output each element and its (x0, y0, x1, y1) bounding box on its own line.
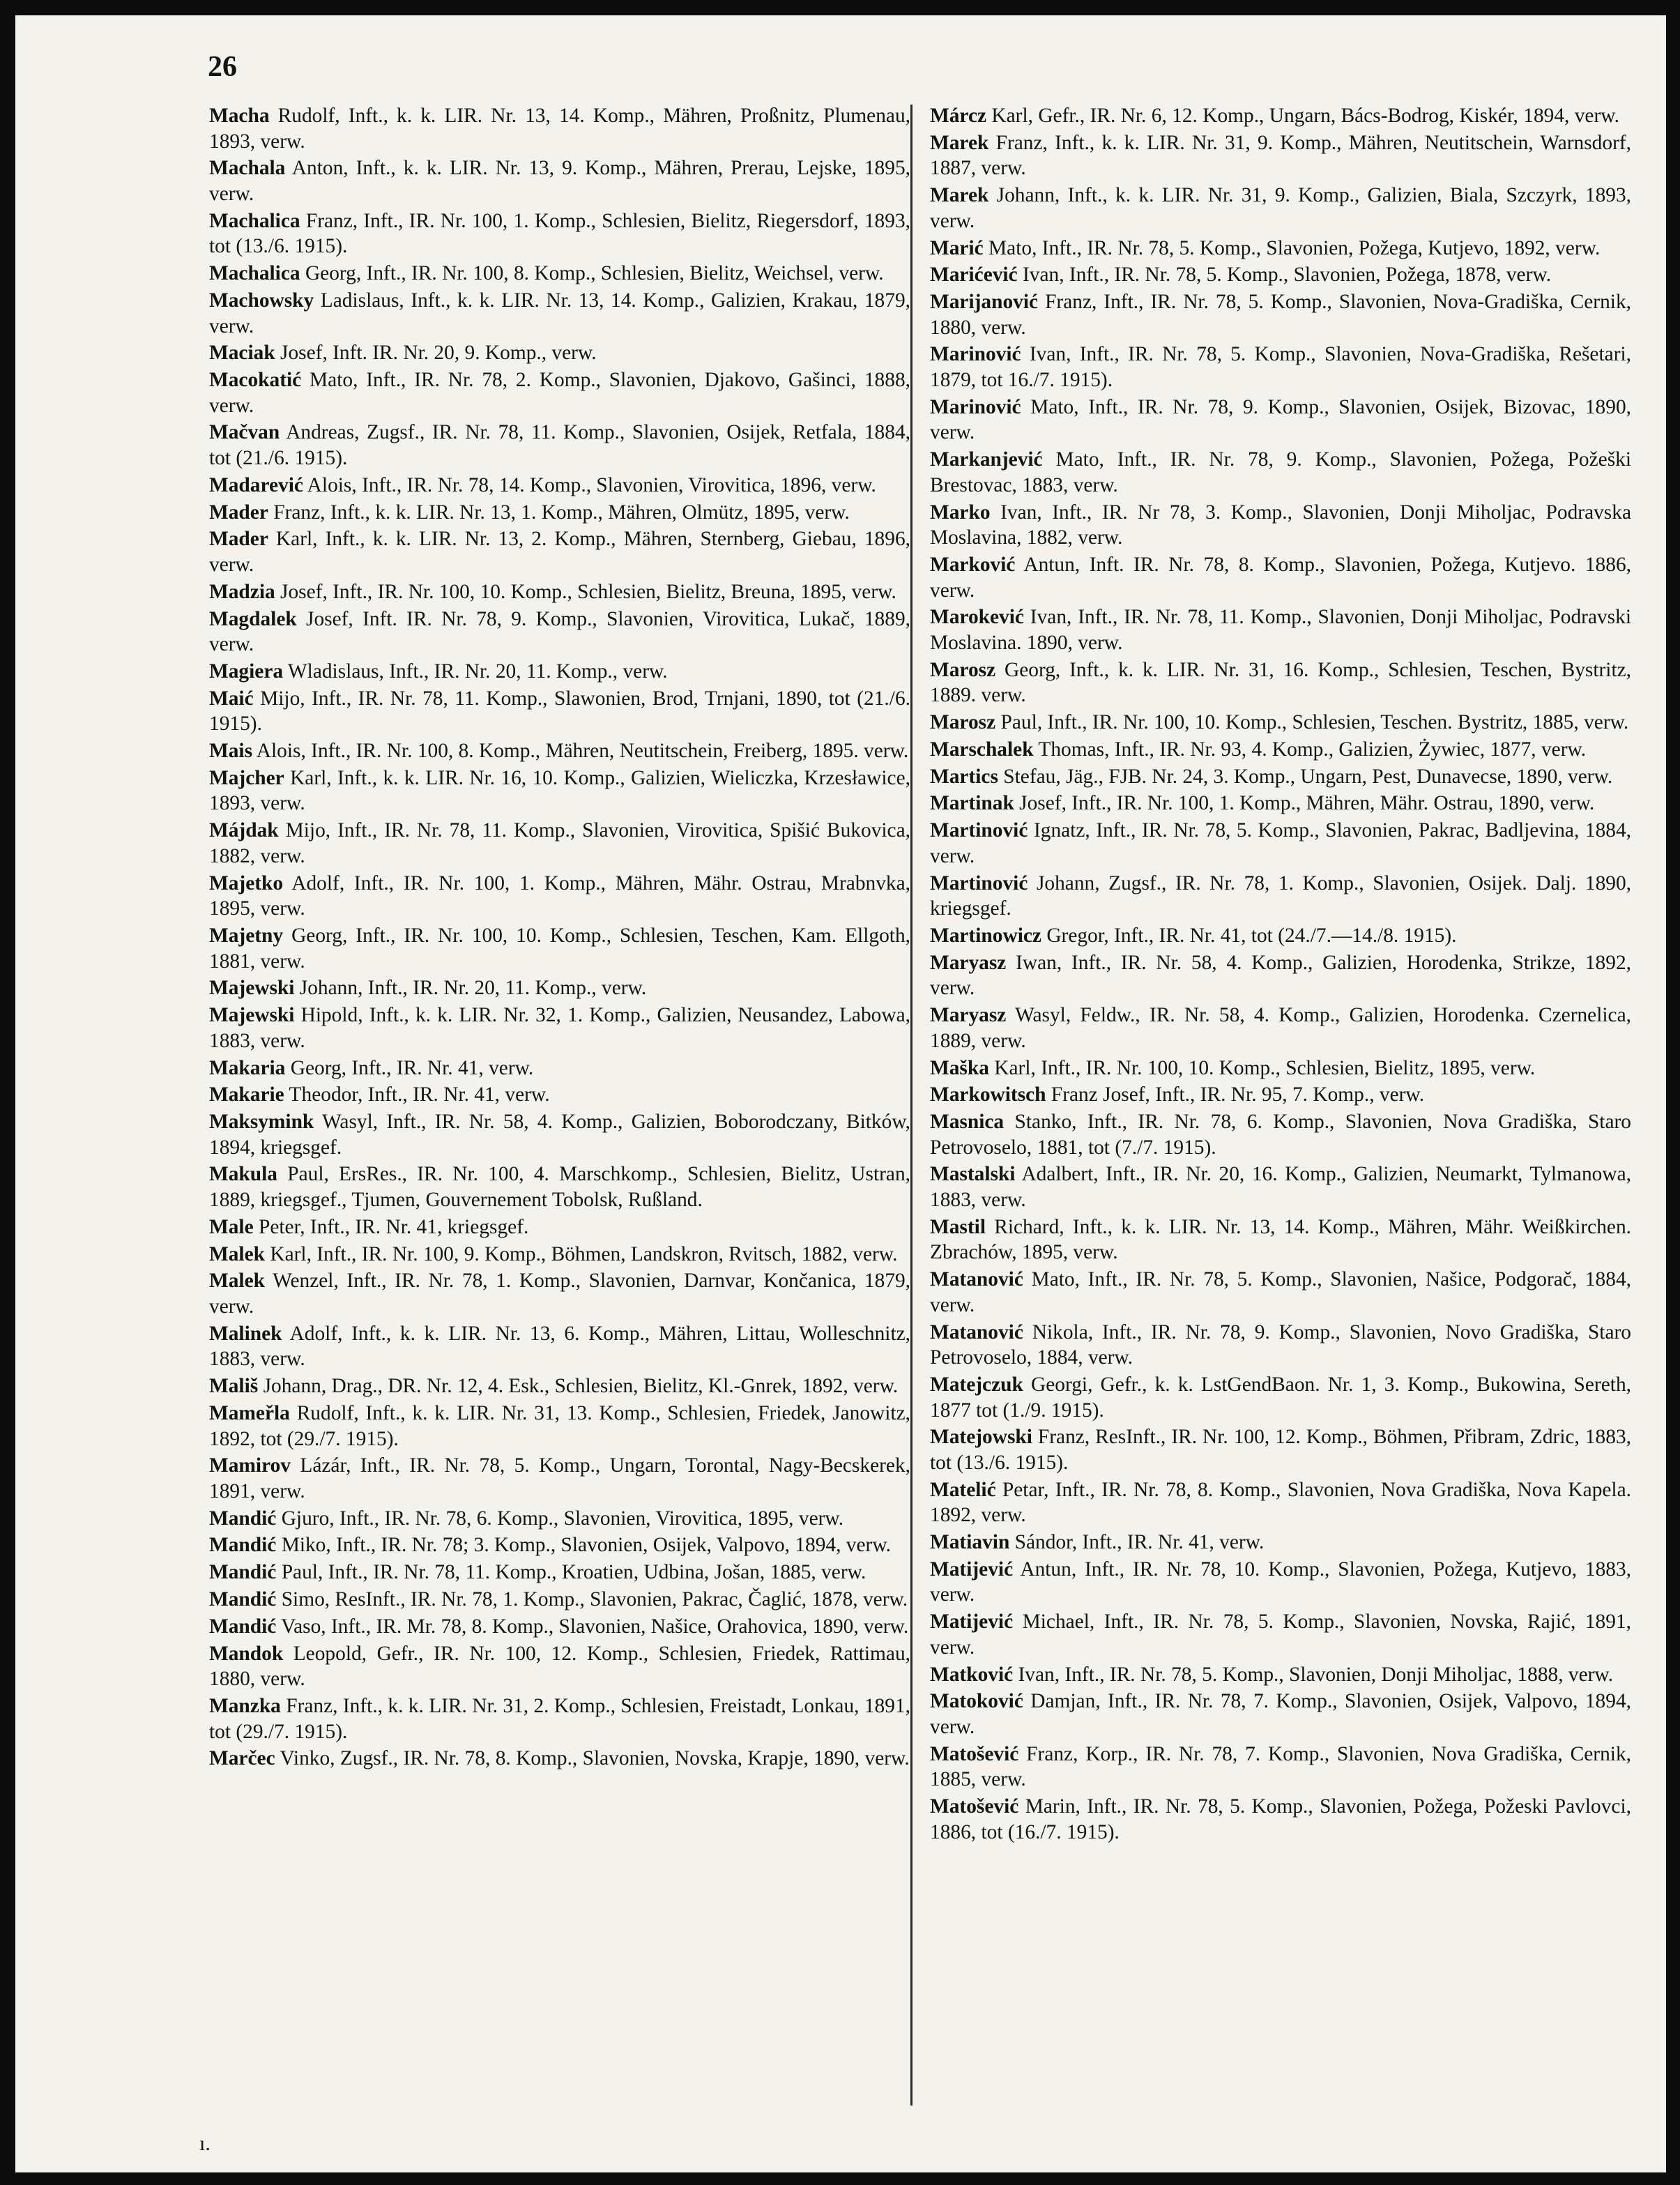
entry-details: Mato, Inft., IR. Nr. 78, 9. Komp., Slavonien, Požega, Požeški Brestovac, 1883, verw. (930, 448, 1631, 496)
register-entry (930, 1215, 1631, 1265)
entry-details: Lázár, Inft., IR. Nr. 78, 5. Komp., Ungarn, Torontal, Nagy-Becskerek, 1891, verw. (209, 1454, 910, 1502)
entry-details: Mato, Inft., IR. Nr. 78, 2. Komp., Slavonien, Djakovo, Gašinci, 1888, verw. (209, 369, 910, 417)
entry-details: Damjan, Inft., IR. Nr. 78, 7. Komp., Slavonien, Osijek, Valpovo, 1894, verw. (930, 1690, 1631, 1738)
entry-surname: Maciak (209, 342, 275, 365)
entry-surname: Matanović (930, 1320, 1023, 1343)
register-entry (209, 1215, 910, 1240)
entry-details: Karl, Gefr., IR. Nr. 6, 12. Komp., Ungarn, Bács-Bodrog, Kiskér, 1894, verw. (986, 105, 1619, 127)
register-entry (209, 975, 910, 1001)
entry-surname: Martinowicz (930, 924, 1041, 947)
entry-details: Petar, Inft., IR. Nr. 78, 8. Komp., Slavonien, Nova Gradiška, Nova Kapela. 1892, verw. (930, 1478, 1631, 1527)
register-entry (209, 208, 910, 259)
entry-surname: Machowsky (209, 289, 314, 312)
entry-details: Marin, Inft., IR. Nr. 78, 5. Komp., Slavonien, Požega, Požeski Pavlovci, 1886, tot (16./7. 1915). (930, 1795, 1631, 1843)
register-entry (930, 289, 1631, 340)
register-entry (930, 500, 1631, 551)
register-entry (930, 1320, 1631, 1371)
entry-details: Johann, Drag., DR. Nr. 12, 4. Esk., Schlesien, Bielitz, Kl.-Gnrek, 1892, verw. (258, 1375, 899, 1398)
entry-details: Franz, Inft., IR. Nr. 100, 1. Komp., Schlesien, Bielitz, Riegersdorf, 1893, tot (13./6. 1915). (209, 209, 910, 258)
register-entry (209, 367, 910, 418)
entry-surname: Malek (209, 1242, 265, 1265)
entry-details: Georg, Inft., IR. Nr. 41, verw. (285, 1056, 534, 1079)
entry-details: Franz, Inft., IR. Nr. 78, 5. Komp., Slavonien, Nova-Gradiška, Cernik, 1880, verw. (930, 291, 1631, 339)
right-column (930, 103, 1631, 1847)
entry-surname: Martinović (930, 819, 1028, 842)
register-entry (209, 261, 910, 287)
entry-details: Antun, Inft. IR. Nr. 78, 8. Komp., Slavonien, Požega, Kutjevo. 1886, verw. (930, 553, 1631, 602)
register-entry (930, 923, 1631, 949)
register-entry (930, 1056, 1631, 1081)
entry-details: Ladislaus, Inft., k. k. LIR. Nr. 13, 14. Komp., Galizien, Krakau, 1879, verw. (209, 289, 910, 337)
entry-surname: Marinović (930, 343, 1021, 366)
entry-details: Hipold, Inft., k. k. LIR. Nr. 32, 1. Komp., Galizien, Neusandez, Labowa, 1883, verw. (209, 1004, 910, 1052)
register-entry (930, 183, 1631, 234)
register-entry (209, 766, 910, 816)
register-entry (209, 473, 910, 498)
entry-details: Rudolf, Inft., k. k. LIR. Nr. 13, 14. Komp., Mähren, Proßnitz, Plumenau, 1893, verw. (209, 105, 910, 153)
entry-details: Johann, Inft., k. k. LIR. Nr. 31, 9. Komp., Galizien, Biala, Szczyrk, 1893, verw. (930, 184, 1631, 232)
register-entry (930, 1530, 1631, 1555)
entry-surname: Matejczuk (930, 1373, 1023, 1396)
register-entry (209, 1003, 910, 1053)
entry-details: Alois, Inft., IR. Nr. 100, 8. Komp., Mähren, Neutitschein, Freiberg, 1895. verw. (252, 740, 909, 763)
entry-surname: Mandić (209, 1588, 277, 1611)
entry-surname: Marković (930, 553, 1016, 576)
entry-surname: Martinović (930, 871, 1028, 894)
entry-surname: Mastil (930, 1215, 986, 1238)
register-entry (930, 395, 1631, 446)
entry-details: Mato, Inft., IR. Nr. 78, 5. Komp., Slavonien, Požega, Kutjevo, 1892, verw. (983, 236, 1601, 259)
entry-details: Franz, Inft., k. k. LIR. Nr. 31, 9. Komp., Mähren, Neutitschein, Warnsdorf, 1887, verw. (930, 131, 1631, 180)
register-entry (930, 236, 1631, 261)
register-entry (930, 871, 1631, 922)
register-entry (209, 1453, 910, 1504)
entry-details: Alois, Inft., IR. Nr. 78, 14. Komp., Slavonien, Virovitica, 1896, verw. (303, 473, 876, 496)
entry-details: Andreas, Zugsf., IR. Nr. 78, 11. Komp., Slavonien, Osijek, Retfala, 1884, tot (21./6. 1915). (209, 421, 910, 470)
entry-surname: Mališ (209, 1375, 259, 1398)
entry-surname: Marokević (930, 606, 1024, 629)
entry-surname: Maić (209, 687, 254, 710)
entry-surname: Machala (209, 157, 286, 180)
entry-details: Karl, Inft., IR. Nr. 100, 10. Komp., Schlesien, Bielitz, 1895, verw. (988, 1056, 1536, 1079)
entry-surname: Marosz (930, 658, 996, 681)
entry-details: Franz, Inft., k. k. LIR. Nr. 31, 2. Komp., Schlesien, Freistadt, Lonkau, 1891, tot (29./7. 1915). (209, 1694, 910, 1743)
scan-border-left (0, 0, 15, 2185)
entry-surname: Maryasz (930, 951, 1007, 974)
entry-surname: Magdalek (209, 607, 297, 630)
register-entry (209, 155, 910, 206)
entry-surname: Machalica (209, 209, 300, 232)
entry-details: Nikola, Inft., IR. Nr. 78, 9. Komp., Slavonien, Novo Gradiška, Staro Petrovoselo, 1884, verw. (930, 1320, 1631, 1369)
entry-details: Georgi, Gefr., k. k. LstGendBaon. Nr. 1, 3. Komp., Bukowina, Sereth, 1877 tot (1./9. 1915). (930, 1373, 1631, 1422)
entry-details: Thomas, Inft., IR. Nr. 93, 4. Komp., Galizien, Żywiec, 1877, verw. (1033, 738, 1587, 761)
register-entry (930, 1424, 1631, 1475)
entry-surname: Mader (209, 528, 268, 551)
entry-surname: Mamirov (209, 1454, 291, 1477)
register-entry (209, 686, 910, 737)
entry-details: Ivan, Inft., IR. Nr. 78, 5. Komp., Slavonien, Nova-Gradiška, Rešetari, 1879, tot 16./7. 1915). (930, 343, 1631, 392)
entry-details: Vinko, Zugsf., IR. Nr. 78, 8. Komp., Slavonien, Novska, Krapje, 1890, verw. (275, 1747, 910, 1770)
entry-details: Stanko, Inft., IR. Nr. 78, 6. Komp., Slavonien, Nova Gradiška, Staro Petrovoselo, 1881, tot (7./7. 1915). (930, 1111, 1631, 1159)
register-entry (930, 950, 1631, 1001)
register-entry (930, 552, 1631, 603)
entry-surname: Matković (930, 1663, 1014, 1686)
register-entry (209, 1587, 910, 1613)
entry-details: Karl, Inft., k. k. LIR. Nr. 16, 10. Komp., Galizien, Wieliczka, Krzesławice, 1893, verw. (209, 766, 910, 815)
entry-surname: Maryasz (930, 1004, 1007, 1027)
register-entry (930, 1477, 1631, 1528)
entry-details: Ivan, Inft., IR. Nr 78, 3. Komp., Slavonien, Donji Miholjac, Podravska Moslavina, 1882, verw. (930, 501, 1631, 549)
register-entry (209, 579, 910, 605)
register-entry (930, 1372, 1631, 1423)
register-entry (930, 737, 1631, 763)
entry-details: Iwan, Inft., IR. Nr. 58, 4. Komp., Galizien, Horodenka, Strikze, 1892, verw. (930, 951, 1631, 1000)
entry-details: Adolf, Inft., IR. Nr. 100, 1. Komp., Mähren, Mähr. Ostrau, Mrabnvka, 1895, verw. (209, 871, 910, 920)
entry-details: Adolf, Inft., k. k. LIR. Nr. 13, 6. Komp., Mähren, Littau, Wolleschnitz, 1883, verw. (209, 1322, 910, 1371)
entry-surname: Mandić (209, 1615, 277, 1638)
entry-surname: Markowitsch (930, 1083, 1046, 1106)
entry-surname: Malinek (209, 1322, 282, 1345)
entry-details: Karl, Inft., k. k. LIR. Nr. 13, 2. Komp., Mähren, Sternberg, Giebau, 1896, verw. (209, 528, 910, 576)
register-entry (930, 1794, 1631, 1845)
entry-details: Johann, Inft., IR. Nr. 20, 11. Komp., verw. (294, 977, 647, 1000)
register-entry (209, 659, 910, 685)
entry-surname: Male (209, 1215, 254, 1238)
entry-surname: Madarević (209, 473, 303, 496)
register-entry (930, 1689, 1631, 1739)
entry-surname: Makarie (209, 1083, 284, 1106)
entry-details: Ignatz, Inft., IR. Nr. 78, 5. Komp., Slavonien, Pakrac, Badljevina, 1884, verw. (930, 819, 1631, 867)
entry-details: Georg, Inft., k. k. LIR. Nr. 31, 16. Komp., Schlesien, Teschen, Bystritz, 1889. verw. (930, 658, 1631, 707)
register-entry (209, 1614, 910, 1640)
entry-surname: Mader (209, 501, 268, 524)
entry-details: Leopold, Gefr., IR. Nr. 100, 12. Komp., Schlesien, Friedek, Rattimau, 1880, verw. (209, 1642, 910, 1691)
entry-surname: Mandok (209, 1642, 284, 1665)
entry-details: Georg, Inft., IR. Nr. 100, 10. Komp., Schlesien, Teschen, Kam. Ellgoth, 1881, verw. (209, 924, 910, 973)
entry-details: Mato, Inft., IR. Nr. 78, 5. Komp., Slavonien, Našice, Podgorač, 1884, verw. (930, 1268, 1631, 1316)
entry-details: Franz, Korp., IR. Nr. 78, 7. Komp., Slavonien, Nova Gradiška, Cernik, 1885, verw. (930, 1742, 1631, 1791)
entry-details: Karl, Inft., IR. Nr. 100, 9. Komp., Böhmen, Landskron, Rvitsch, 1882, verw. (265, 1242, 898, 1265)
entry-details: Antun, Inft., IR. Nr. 78, 10. Komp., Slavonien, Požega, Kutjevo, 1883, verw. (930, 1558, 1631, 1606)
scan-border-top (0, 0, 1680, 15)
register-entry (209, 1532, 910, 1558)
entry-surname: Marek (930, 184, 989, 207)
register-entry (930, 791, 1631, 816)
entry-details: Wenzel, Inft., IR. Nr. 78, 1. Komp., Slavonien, Darnvar, Končanica, 1879, verw. (209, 1270, 910, 1318)
entry-details: Stefau, Jäg., FJB. Nr. 24, 3. Komp., Ungarn, Pest, Dunavecse, 1890, verw. (998, 765, 1613, 788)
entry-surname: Markanjević (930, 448, 1043, 471)
register-entry (209, 1268, 910, 1319)
entry-surname: Matošević (930, 1795, 1019, 1818)
entry-details: Vaso, Inft., IR. Mr. 78, 8. Komp., Slavonien, Našice, Orahovica, 1890, verw. (276, 1615, 909, 1638)
entry-details: Josef, Inft. IR. Nr. 78, 9. Komp., Slavonien, Virovitica, Lukač, 1889, verw. (209, 607, 910, 656)
page-number: 26 (208, 51, 237, 83)
entry-surname: Matijević (930, 1558, 1014, 1581)
entry-surname: Márcz (930, 105, 987, 127)
register-entry (209, 526, 910, 577)
entry-surname: Marinović (930, 395, 1021, 418)
entry-surname: Majewski (209, 977, 295, 1000)
register-entry (930, 1003, 1631, 1053)
entry-details: Mijo, Inft., IR. Nr. 78, 11. Komp., Slawonien, Brod, Trnjani, 1890, tot (21./6. 1915). (209, 687, 910, 736)
entry-surname: Majetko (209, 871, 284, 894)
entry-details: Gregor, Inft., IR. Nr. 41, tot (24./7.—14./8. 1915). (1041, 924, 1457, 947)
register-entry (209, 340, 910, 366)
entry-surname: Maška (930, 1056, 989, 1079)
scan-border-right (1666, 0, 1680, 2185)
entry-details: Sándor, Inft., IR. Nr. 41, verw. (1009, 1531, 1265, 1554)
register-entry (209, 923, 910, 974)
left-column (209, 103, 910, 1773)
register-entry (209, 1746, 910, 1772)
entry-details: Georg, Inft., IR. Nr. 100, 8. Komp., Schlesien, Bielitz, Weichsel, verw. (300, 262, 884, 285)
register-entry (930, 1162, 1631, 1212)
entry-surname: Makula (209, 1163, 277, 1186)
register-entry (209, 1401, 910, 1452)
entry-details: Miko, Inft., IR. Nr. 78; 3. Komp., Slavonien, Osijek, Valpovo, 1894, verw. (276, 1534, 892, 1557)
register-entry (930, 103, 1631, 129)
register-entry (209, 1082, 910, 1108)
entry-details: Adalbert, Inft., IR. Nr. 20, 16. Komp., Galizien, Neumarkt, Tylmanowa, 1883, verw. (930, 1163, 1631, 1212)
entry-details: Franz, ResInft., IR. Nr. 100, 12. Komp., Böhmen, Přibram, Zdric, 1883, tot (13./6. 1915). (930, 1426, 1631, 1474)
register-entry (930, 1557, 1631, 1608)
entry-details: Mato, Inft., IR. Nr. 78, 9. Komp., Slavonien, Osijek, Bizovac, 1890, verw. (930, 395, 1631, 444)
entry-surname: Marčec (209, 1747, 275, 1770)
entry-surname: Machalica (209, 262, 300, 285)
entry-surname: Matiavin (930, 1531, 1010, 1554)
register-entry (930, 130, 1631, 181)
entry-surname: Marijanović (930, 291, 1039, 314)
register-entry (209, 738, 910, 764)
entry-surname: Matoković (930, 1690, 1023, 1713)
register-entry (209, 1641, 910, 1692)
entry-surname: Matejowski (930, 1426, 1032, 1449)
entry-surname: Mastalski (930, 1163, 1016, 1186)
entry-surname: Majewski (209, 1004, 295, 1027)
register-entry (209, 1506, 910, 1532)
entry-surname: Majetny (209, 924, 284, 947)
entry-details: Theodor, Inft., IR. Nr. 41, verw. (284, 1083, 550, 1106)
register-entry (209, 1560, 910, 1585)
entry-details: Gjuro, Inft., IR. Nr. 78, 6. Komp., Slavonien, Virovitica, 1895, verw. (276, 1507, 844, 1530)
register-entry (209, 1373, 910, 1399)
entry-details: Josef, Inft., IR. Nr. 100, 10. Komp., Schlesien, Bielitz, Breuna, 1895, verw. (275, 580, 896, 603)
entry-surname: Mačvan (209, 421, 280, 444)
entry-details: Paul, Inft., IR. Nr. 100, 10. Komp., Schlesien, Teschen. Bystritz, 1885, verw. (995, 711, 1629, 734)
register-entry (930, 710, 1631, 736)
entry-surname: Masnica (930, 1111, 1005, 1134)
register-entry (930, 447, 1631, 498)
entry-details: Wasyl, Feldw., IR. Nr. 58, 4. Komp., Galizien, Horodenka. Czernelica, 1889, verw. (930, 1004, 1631, 1052)
register-entry (930, 818, 1631, 869)
entry-details: Johann, Zugsf., IR. Nr. 78, 1. Komp., Slavonien, Osijek. Dalj. 1890, kriegsgef. (930, 871, 1631, 920)
corner-mark: ı. (199, 2132, 211, 2155)
register-entry (930, 342, 1631, 393)
entry-details: Ivan, Inft., IR. Nr. 78, 5. Komp., Slavonien, Donji Miholjac, 1888, verw. (1013, 1663, 1614, 1686)
entry-surname: Mandić (209, 1534, 277, 1557)
entry-surname: Mandić (209, 1561, 277, 1584)
register-entry (930, 764, 1631, 790)
entry-details: Ivan, Inft., IR. Nr. 78, 11. Komp., Slavonien, Donji Miholjac, Podravski Moslavina. 1890, verw. (930, 606, 1631, 654)
register-entry (209, 818, 910, 869)
register-entry (209, 607, 910, 657)
entry-surname: Macha (209, 105, 270, 127)
entry-surname: Matošević (930, 1742, 1019, 1765)
entry-surname: Martinak (930, 792, 1014, 815)
entry-surname: Marićević (930, 264, 1018, 287)
entry-surname: Magiera (209, 660, 284, 683)
entry-details: Franz, Inft., k. k. LIR. Nr. 13, 1. Komp., Mähren, Olmütz, 1895, verw. (268, 501, 850, 524)
entry-details: Josef, Inft., IR. Nr. 100, 1. Komp., Mähren, Mähr. Ostrau, 1890, verw. (1014, 792, 1595, 815)
register-entry (930, 1662, 1631, 1688)
register-entry (209, 288, 910, 339)
entry-details: Ivan, Inft., IR. Nr. 78, 5. Komp., Slavonien, Požega, 1878, verw. (1017, 264, 1552, 287)
column-divider (910, 105, 912, 2106)
entry-surname: Malek (209, 1270, 265, 1293)
register-entry (209, 500, 910, 526)
register-entry (930, 1742, 1631, 1792)
register-entry (930, 1082, 1631, 1108)
entry-details: Wladislaus, Inft., IR. Nr. 20, 11. Komp., verw. (283, 660, 668, 683)
entry-surname: Mais (209, 740, 253, 763)
entry-details: Mijo, Inft., IR. Nr. 78, 11. Komp., Slavonien, Virovitica, Spišić Bukovica, 1882, verw. (209, 819, 910, 867)
entry-details: Anton, Inft., k. k. LIR. Nr. 13, 9. Komp., Mähren, Prerau, Lejske, 1895, verw. (209, 157, 910, 205)
entry-details: Richard, Inft., k. k. LIR. Nr. 13, 14. Komp., Mähren, Mähr. Weißkirchen. Zbrachów, 1895, verw. (930, 1215, 1631, 1264)
entry-surname: Manzka (209, 1694, 281, 1717)
register-entry (930, 1109, 1631, 1160)
entry-details: Josef, Inft. IR. Nr. 20, 9. Komp., verw. (275, 342, 597, 365)
entry-surname: Matanović (930, 1268, 1023, 1291)
register-entry (209, 1693, 910, 1744)
scan-border-bottom (0, 2172, 1680, 2185)
entry-surname: Marić (930, 236, 984, 259)
register-entry (209, 420, 910, 471)
entry-surname: Májdak (209, 819, 279, 842)
entry-surname: Marosz (930, 711, 996, 734)
entry-surname: Marschalek (930, 738, 1034, 761)
register-entry (930, 657, 1631, 708)
entry-details: Paul, ErsRes., IR. Nr. 100, 4. Marschkomp., Schlesien, Bielitz, Ustran, 1889, kriegsgef., Tjumen, Gouvernement Tobolsk, Rußland. (209, 1163, 910, 1212)
register-entry (209, 1056, 910, 1081)
entry-surname: Majcher (209, 766, 284, 789)
entry-surname: Mandić (209, 1507, 277, 1530)
entry-surname: Matijević (930, 1611, 1014, 1634)
register-entry (209, 1242, 910, 1267)
entry-surname: Marko (930, 501, 991, 524)
register-entry (209, 103, 910, 154)
entry-details: Franz Josef, Inft., IR. Nr. 95, 7. Komp., verw. (1046, 1083, 1425, 1106)
register-entry (930, 1609, 1631, 1660)
entry-surname: Marek (930, 131, 989, 154)
entry-surname: Maksymink (209, 1111, 314, 1134)
entry-details: Peter, Inft., IR. Nr. 41, kriegsgef. (253, 1215, 529, 1238)
entry-details: Michael, Inft., IR. Nr. 78, 5. Komp., Slavonien, Novska, Rajić, 1891, verw. (930, 1611, 1631, 1659)
entry-surname: Madzia (209, 580, 275, 603)
register-entry (209, 1109, 910, 1160)
entry-details: Wasyl, Inft., IR. Nr. 58, 4. Komp., Galizien, Boborodczany, Bitków, 1894, kriegsgef. (209, 1111, 910, 1159)
register-entry (930, 262, 1631, 288)
register-entry (930, 1267, 1631, 1318)
entry-details: Rudolf, Inft., k. k. LIR. Nr. 31, 13. Komp., Schlesien, Friedek, Janowitz, 1892, tot (29./7. 1915). (209, 1401, 910, 1450)
entry-surname: Matelić (930, 1478, 996, 1501)
entry-surname: Makaria (209, 1056, 286, 1079)
register-entry (209, 1162, 910, 1212)
entry-surname: Macokatić (209, 369, 302, 392)
entry-surname: Mameřla (209, 1401, 290, 1424)
entry-details: Paul, Inft., IR. Nr. 78, 11. Komp., Kroatien, Udbina, Jošan, 1885, verw. (276, 1561, 866, 1584)
register-entry (930, 604, 1631, 655)
register-entry (209, 871, 910, 922)
register-entry (209, 1321, 910, 1372)
entry-surname: Martics (930, 765, 998, 788)
entry-details: Simo, ResInft., IR. Nr. 78, 1. Komp., Slavonien, Pakrac, Čaglić, 1878, verw. (276, 1588, 908, 1611)
